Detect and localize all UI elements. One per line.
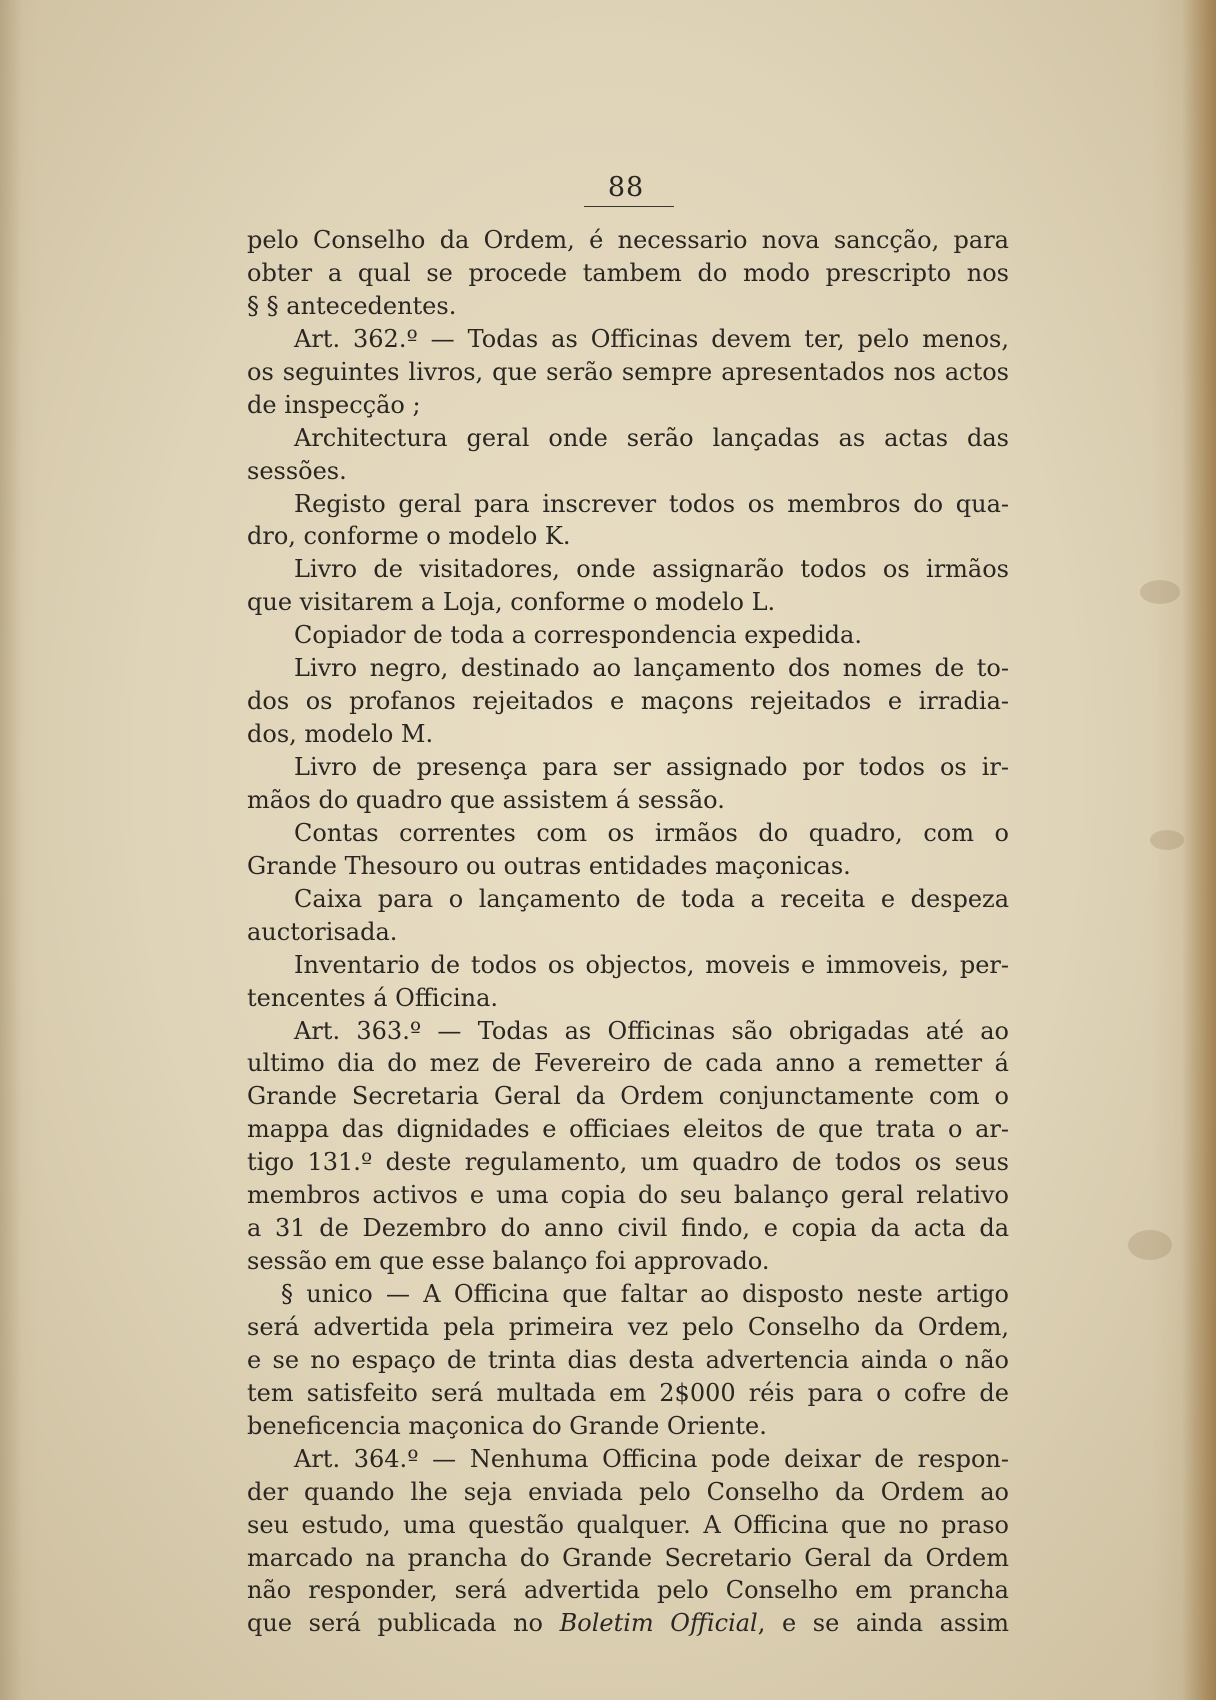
text-line: Registo geral para inscrever todos os membros do qua- <box>294 489 1009 518</box>
text-line: a 31 de Dezembro do anno civil findo, e copia da acta da <box>247 1214 1009 1243</box>
text-line: pelo Conselho da Ordem, é necessario nova sancção, para <box>247 226 1009 254</box>
text-line: tencentes á Officina. <box>247 983 499 1012</box>
stain-mark <box>1128 1230 1172 1260</box>
text-line: tem satisfeito será multada em 2$000 réis para o cofre de <box>247 1378 1009 1407</box>
text-line: não responder, será advertida pelo Conselho em prancha <box>247 1576 1009 1605</box>
text-line: Grande Secretaria Geral da Ordem conjunctamente com o <box>247 1082 1009 1111</box>
text-line: os seguintes livros, que serão sempre apresentados nos actos <box>247 357 1009 386</box>
text-line: e se no espaço de trinta dias desta advertencia ainda o não <box>247 1345 1009 1374</box>
text-line: que visitarem a Loja, conforme o modelo L. <box>247 588 776 617</box>
text-line: Architectura geral onde serão lançadas as actas das <box>294 423 1009 452</box>
text-line: de inspecção ; <box>247 390 421 419</box>
page-right-edge <box>1182 0 1216 1700</box>
text-line: Art. 364.º — Nenhuma Officina pode deixar de respon- <box>294 1444 1009 1473</box>
text-line-last <box>247 1607 1009 1640</box>
page-number-container <box>578 172 674 204</box>
italic-title: Boletim Official <box>559 1609 758 1638</box>
text-line: será advertida pela primeira vez pelo Conselho da Ordem, <box>247 1312 1009 1341</box>
text-line: Livro negro, destinado ao lançamento dos nomes de to- <box>294 654 1009 683</box>
page-number: 88 <box>607 172 645 203</box>
text-line: sessão em que esse balanço foi approvado. <box>247 1247 770 1276</box>
text-line: der quando lhe seja enviada pelo Conselho da Ordem ao <box>247 1477 1009 1506</box>
text-line: Caixa para o lançamento de toda a receita e despeza <box>294 884 1009 913</box>
text-line: Art. 363.º — Todas as Officinas são obrigadas até ao <box>294 1016 1009 1045</box>
text-line: ultimo dia do mez de Fevereiro de cada anno a remetter á <box>247 1049 1009 1078</box>
text-line: tigo 131.º deste regulamento, um quadro de todos os seus <box>247 1148 1009 1177</box>
stain-mark <box>1150 830 1184 850</box>
text-line: mappa das dignidades e officiaes eleitos de que trata o ar- <box>247 1115 1009 1144</box>
text-line: membros activos e uma copia do seu balanço geral relativo <box>247 1181 1009 1210</box>
text-line: § § antecedentes. <box>247 291 457 320</box>
text-line: Grande Thesouro ou outras entidades maçonicas. <box>247 851 851 880</box>
text-line: Copiador de toda a correspondencia expedida. <box>294 621 862 650</box>
text-line: Art. 362.º — Todas as Officinas devem ter, pelo menos, <box>294 324 1009 353</box>
text-line: mãos do quadro que assistem á sessão. <box>247 785 725 814</box>
text-segment: , e se ainda assim <box>757 1609 1009 1638</box>
text-line: beneficencia maçonica do Grande Oriente. <box>247 1411 767 1440</box>
text-line: marcado na prancha do Grande Secretario Geral da Ordem <box>247 1543 1009 1572</box>
page-number-rule <box>584 206 674 207</box>
text-line: dos os profanos rejeitados e maçons rejeitados e irradia- <box>247 687 1009 716</box>
text-line: seu estudo, uma questão qualquer. A Officina que no praso <box>247 1510 1009 1539</box>
text-line: § unico — A Officina que faltar ao disposto neste artigo <box>281 1280 1009 1308</box>
text-line: Livro de visitadores, onde assignarão todos os irmãos <box>294 555 1009 584</box>
text-line: Inventario de todos os objectos, moveis e immoveis, per- <box>294 950 1009 979</box>
stain-mark <box>1140 580 1180 604</box>
text-segment: que será publicada no <box>247 1609 560 1638</box>
text-line: obter a qual se procede tambem do modo prescripto nos <box>247 258 1009 287</box>
text-line: auctorisada. <box>247 917 398 946</box>
text-line: Contas correntes com os irmãos do quadro, com o <box>294 818 1009 847</box>
body-text <box>247 224 1009 1640</box>
text-line: dro, conforme o modelo K. <box>247 522 571 551</box>
text-line: sessões. <box>247 456 347 485</box>
text-line: Livro de presença para ser assignado por todos os ir- <box>294 753 1009 781</box>
page-left-edge <box>0 0 22 1700</box>
text-line: dos, modelo M. <box>247 720 434 749</box>
